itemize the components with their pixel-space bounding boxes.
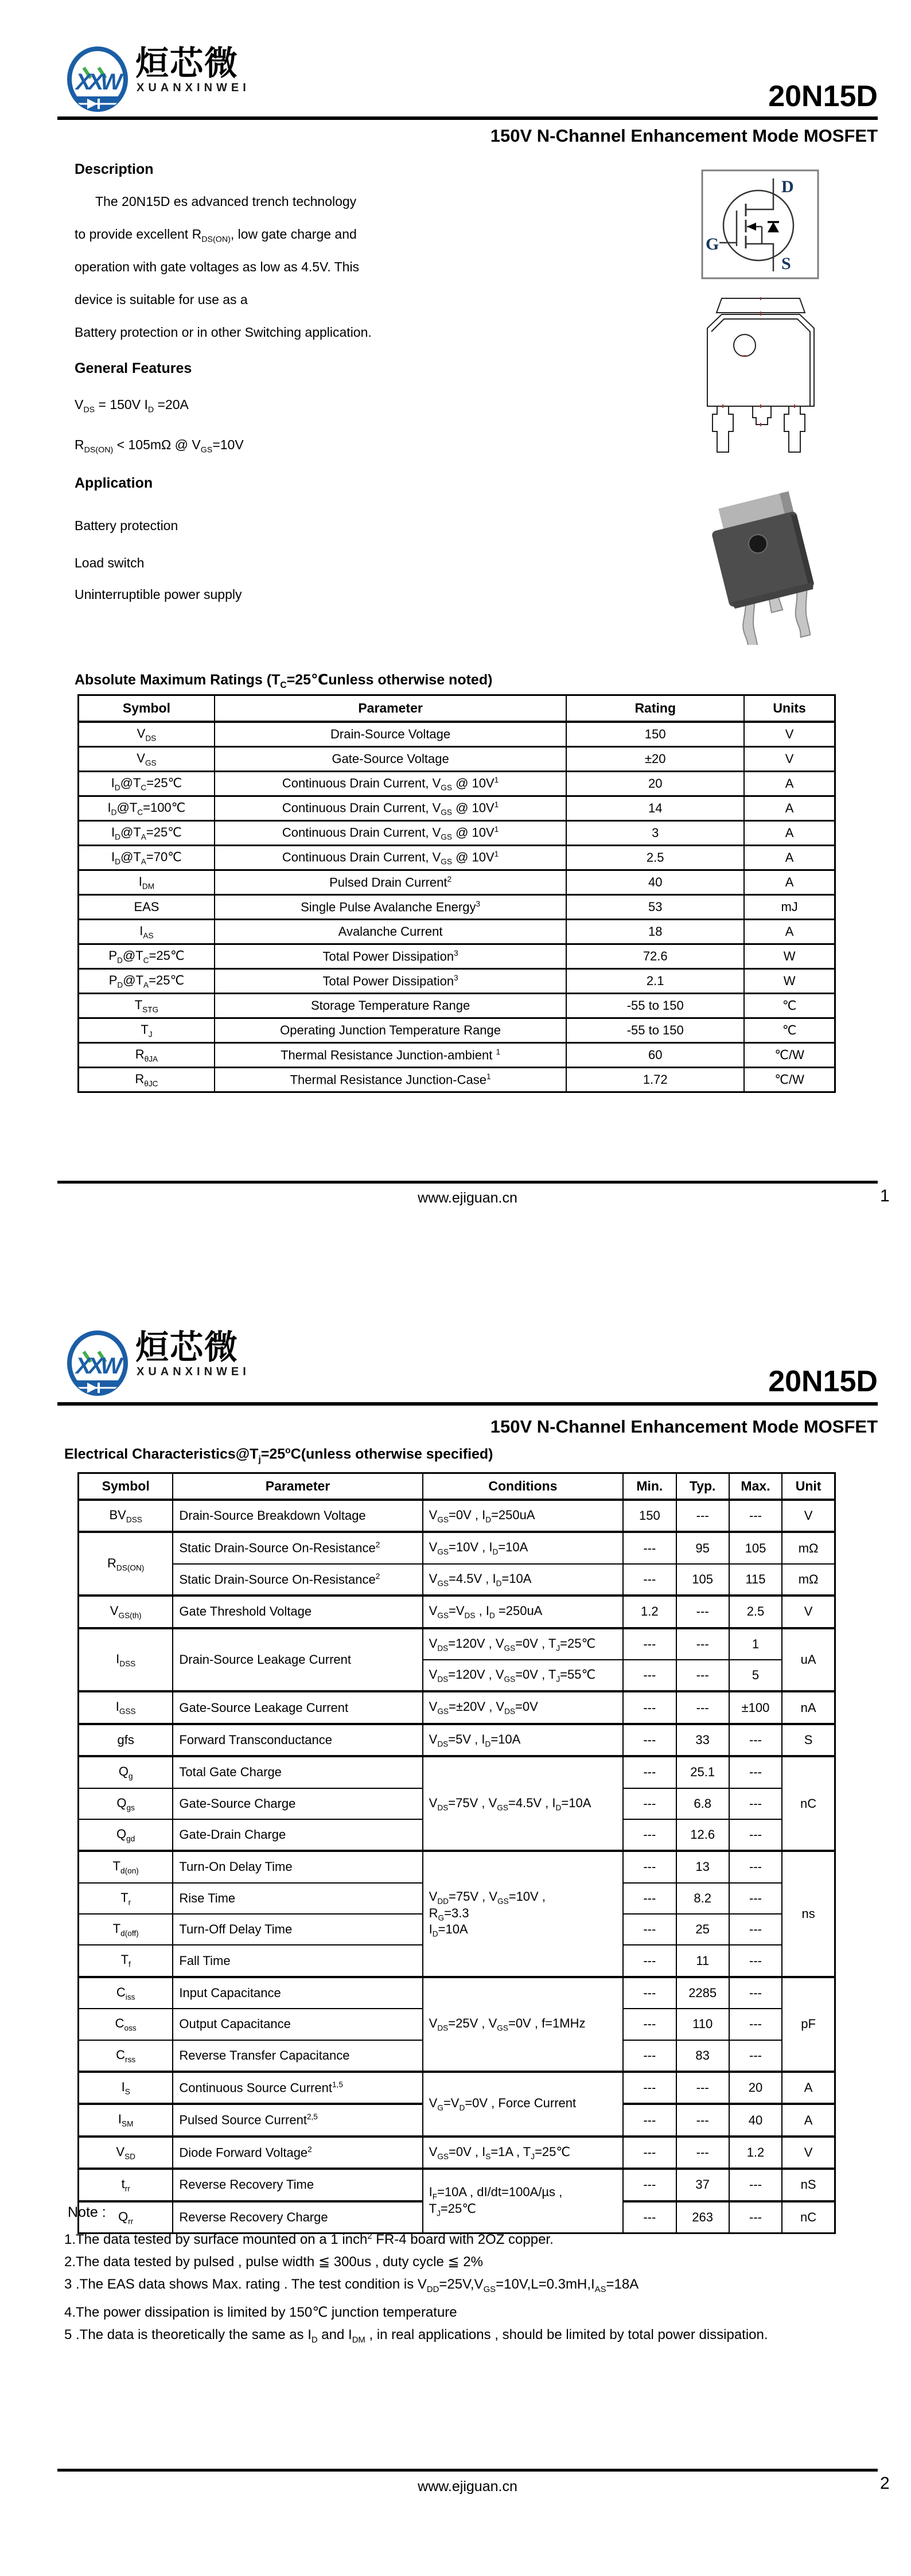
application-item: Battery protection [75,518,178,533]
abs-max-title: Absolute Maximum Ratings ($T_C=25℃unless$ otherwise noted) [75,672,493,690]
description-line: to provide excellent $R_{DS(ON)}$, low gate charge and [75,227,357,244]
note-item: 2.The data tested by pulsed , pulse width ≦ 300us , duty cycle ≦ 2% [64,2254,483,2270]
part-number: 20N15D [768,1365,878,1398]
footer-url: www.ejiguan.cn [418,1190,517,1206]
table-cell: 2.5 [566,846,744,870]
table-cell: Gate-Source Charge [173,1788,422,1819]
table-cell: Gate-Source Leakage Current [173,1691,422,1723]
footer-url: www.ejiguan.cn [418,2478,517,2495]
table-cell: 12.6 [676,1819,729,1851]
table-cell: $V_{DS}=75V$ , $V_{GS}=4.5V$ , $I_D=10A$ [423,1756,624,1851]
table-cell: nC [782,2201,835,2233]
feature-line: $R_{DS(ON)} < 105m\Omega$ @ $V_{GS}=10V$ [75,437,244,455]
table-cell: $V_{DS}=25V$ , $V_{GS}=0V$ , f=1MHz [423,1977,624,2072]
table-cell: 40 [729,2104,782,2136]
brand-logo [64,46,250,115]
table-cell: 2285 [676,1977,729,2009]
table-cell: mJ [744,895,835,920]
table-cell: $V_{GS}$ [79,747,215,772]
note-item: 3 .The EAS data shows Max. rating . The test condition is $V_{DD}=25V,V_{GS}=10V,L=0.3mH,I_{AS}=18A$ [64,2277,639,2294]
table-cell: $V_{DS}=120V$ , $V_{GS}=0V$ , $T_J=55℃$ [423,1660,624,1691]
table-cell: $V_{SD}$ [79,2137,173,2169]
brand-name-en: XUANXINWEI [137,81,250,94]
table-cell: $Q_{gd}$ [79,1819,173,1851]
brand-logo-mark-icon [64,1330,131,1399]
table-cell: ℃/W [744,1043,835,1068]
table-cell: $Q_{gs}$ [79,1788,173,1819]
table-cell: Gate-Drain Charge [173,1819,422,1851]
table-cell: $P_D@T_C=25℃$ [79,944,215,969]
pin-label-drain: D [781,177,794,196]
table-cell: $I_D@T_C=100℃$ [79,796,215,821]
note-item: 5 .The data is theoretically the same as $I_D$ and $I_{DM}$ , in real applications , should be limited by total power dissipation. [64,2326,768,2345]
table-cell: Single Pulse Avalanche Energy$^3$ [215,895,566,920]
table-cell: --- [623,1945,676,1976]
table-cell: 95 [676,1532,729,1563]
column-header: Parameter [215,695,566,722]
table-cell: $I_{DM}$ [79,870,215,895]
table-cell: nC [782,1756,835,1851]
table-cell: Input Capacitance [173,1977,422,2009]
table-cell: 60 [566,1043,744,1068]
application-heading: Application [75,475,153,491]
table-cell: 33 [676,1724,729,1756]
table-cell: $I_{DSS}$ [79,1628,173,1692]
table-cell: gfs [79,1724,173,1756]
table-cell: W [744,969,835,994]
application-item: Load switch [75,555,145,570]
table-cell: Turn-On Delay Time [173,1851,422,1882]
table-cell: ℃ [744,1018,835,1043]
table-cell: Forward Transconductance [173,1724,422,1756]
table-cell: ℃ [744,994,835,1018]
table-cell: Operating Junction Temperature Range [215,1018,566,1043]
table-cell: Drain-Source Leakage Current [173,1628,422,1692]
table-cell: --- [729,2169,782,2201]
table-cell: A [782,2104,835,2136]
table-cell: 105 [729,1532,782,1563]
table-cell: 263 [676,2201,729,2233]
table-cell: Gate-Source Voltage [215,747,566,772]
table-cell: mΩ [782,1564,835,1596]
table-cell: Thermal Resistance Junction-ambient $^1$ [215,1043,566,1068]
part-number: 20N15D [768,80,878,113]
table-cell: Output Capacitance [173,2009,422,2040]
table-cell: -55 to 150 [566,994,744,1018]
table-cell: $Q_g$ [79,1756,173,1788]
table-cell: --- [676,1691,729,1723]
column-header: Conditions [423,1473,624,1500]
table-cell: --- [623,1883,676,1914]
table-cell: --- [676,2072,729,2104]
table-cell: Reverse Transfer Capacitance [173,2040,422,2072]
table-cell: uA [782,1628,835,1692]
brand-logo [64,1330,250,1399]
page-title: 150V N-Channel Enhancement Mode MOSFET [490,126,878,146]
table-cell: 2.5 [729,1596,782,1628]
column-header: Unit [782,1473,835,1500]
table-cell: $V_{DS}$ [79,722,215,747]
table-cell: 150 [566,722,744,747]
table-cell: Thermal Resistance Junction-Case$^1$ [215,1068,566,1092]
brand-name-cn: 烜芯微 [135,45,239,82]
table-cell: Continuous Drain Current, $V_{GS}$ @ $10V^1$ [215,772,566,796]
table-cell: Storage Temperature Range [215,994,566,1018]
table-cell: Fall Time [173,1945,422,1976]
table-cell: Continuous Drain Current, $V_{GS}$ @ $10V^1$ [215,846,566,870]
table-cell: ns [782,1851,835,1977]
notes-list [64,2226,833,2352]
table-cell: --- [729,1914,782,1945]
table-cell: Reverse Recovery Time [173,2169,422,2201]
table-cell: 150 [623,1500,676,1532]
table-cell: Turn-Off Delay Time [173,1914,422,1945]
brand-text [131,46,250,95]
table-cell: $R_{\theta JC}$ [79,1068,215,1092]
feature-line: $V_{DS} = 150V$ $I_D =20A$ [75,397,189,415]
table-cell: 72.6 [566,944,744,969]
table-cell: W [744,944,835,969]
column-header: Max. [729,1473,782,1500]
table-cell: $T_f$ [79,1945,173,1976]
table-cell: --- [623,2104,676,2136]
description-heading: Description [75,161,154,177]
table-cell: Drain-Source Breakdown Voltage [173,1500,422,1532]
table-cell: 1 [729,1628,782,1660]
table-cell: A [782,2072,835,2104]
table-cell: 8.2 [676,1883,729,1914]
table-cell: $I_D@T_C=25℃$ [79,772,215,796]
brand-name-en: XUANXINWEI [137,1365,250,1378]
logo-monogram: XXW [75,1353,120,1379]
table-cell: --- [729,1819,782,1851]
table-cell: $V_{DD}=75V$ , $V_{GS}=10V$ , $R_G=3.3$ $I_D=10A$ [423,1851,624,1977]
table-cell: mΩ [782,1532,835,1563]
table-cell: --- [676,1628,729,1660]
table-cell: pF [782,1977,835,2072]
table-cell: --- [676,1500,729,1532]
table-cell: A [744,920,835,944]
notes-heading: Note : [68,2204,106,2220]
table-cell: --- [623,2137,676,2169]
table-cell: --- [623,1788,676,1819]
logo-monogram: XXW [75,69,120,95]
table-cell: Total Gate Charge [173,1756,422,1788]
table-cell: --- [676,2104,729,2136]
table-cell: V [782,1596,835,1628]
table-cell: nS [782,2169,835,2201]
table-cell: --- [623,2072,676,2104]
table-cell: $V_{GS}=V_{DS}$ , $I_D =250uA$ [423,1596,624,1628]
table-cell: $V_{GS}=0V$ , $I_D=250uA$ [423,1500,624,1532]
application-item: Uninterruptible power supply [75,587,242,602]
table-cell: 20 [566,772,744,796]
table-cell: --- [729,1977,782,2009]
table-cell: --- [729,2201,782,2233]
page-number: 2 [880,2474,890,2493]
table-cell: Avalanche Current [215,920,566,944]
table-cell: --- [729,1500,782,1532]
table-cell: V [782,2137,835,2169]
pin-label-source: S [781,254,791,273]
footer-rule [57,1181,878,1184]
table-cell: 1.2 [729,2137,782,2169]
column-header: Parameter [173,1473,422,1500]
table-cell: nA [782,1691,835,1723]
table-cell: --- [623,1756,676,1788]
table-cell: 20 [729,2072,782,2104]
table-cell: Total Power Dissipation$^3$ [215,969,566,994]
column-header: Symbol [79,695,215,722]
table-cell: $T_J$ [79,1018,215,1043]
table-cell: $T_{d(on)}$ [79,1851,173,1882]
table-cell: $R_{DS(ON)}$ [79,1532,173,1596]
table-cell: $I_{GSS}$ [79,1691,173,1723]
table-cell: 1.72 [566,1068,744,1092]
table-cell: --- [729,2040,782,2072]
header-rule [57,1402,878,1406]
table-cell: 25 [676,1914,729,1945]
description-line: operation with gate voltages as low as 4.5V. This [75,259,360,274]
description-line: The 20N15D es advanced trench technology [95,194,357,209]
table-cell: -55 to 150 [566,1018,744,1043]
table-cell: 25.1 [676,1756,729,1788]
note-item: 1.The data tested by surface mounted on a 1 inch$^2$ FR-4 board with 2OZ copper. [64,2232,554,2247]
table-cell: $C_{iss}$ [79,1977,173,2009]
table-cell: --- [729,1756,782,1788]
electrical-characteristics-table [77,1472,836,2234]
brand-logo-mark-icon [64,46,131,115]
table-cell: $T_{STG}$ [79,994,215,1018]
table-cell: $I_F=10A$ , dI/dt=100A/µs , $T_J=25℃$ [423,2169,624,2233]
table-cell: $V_G=V_D=0V$ , Force Current [423,2072,624,2137]
table-cell: --- [623,1851,676,1882]
table-cell: Continuous Drain Current, $V_{GS}$ @ $10V^1$ [215,796,566,821]
brand-name-cn: 烜芯微 [135,1329,239,1366]
table-cell: $I_{SM}$ [79,2104,173,2136]
table-cell: 83 [676,2040,729,2072]
table-cell: $I_S$ [79,2072,173,2104]
pin-label-gate: G [706,235,719,254]
table-cell: S [782,1724,835,1756]
table-cell: Static Drain-Source On-Resistance$^2$ [173,1532,422,1563]
table-cell: --- [623,1977,676,2009]
table-cell: $C_{oss}$ [79,2009,173,2040]
table-cell: $I_{AS}$ [79,920,215,944]
table-cell: Static Drain-Source On-Resistance$^2$ [173,1564,422,1596]
table-cell: $V_{GS}=0V$ , $I_S=1A$ , $T_J=25℃$ [423,2137,624,2169]
table-cell: Gate Threshold Voltage [173,1596,422,1628]
table-cell: --- [729,2009,782,2040]
table-cell: V [744,722,835,747]
table-cell: --- [623,1564,676,1596]
table-cell: $V_{DS}=120V$ , $V_{GS}=0V$ , $T_J=25℃$ [423,1628,624,1660]
table-cell: $T_r$ [79,1883,173,1914]
table-cell: $T_{d(off)}$ [79,1914,173,1945]
table-cell: EAS [79,895,215,920]
table-cell: Reverse Recovery Charge [173,2201,422,2233]
table-cell: $V_{GS}=10V$ , $I_D=10A$ [423,1532,624,1563]
table-cell: A [744,821,835,846]
table-cell: --- [623,1724,676,1756]
table-cell: A [744,796,835,821]
table-cell: A [744,846,835,870]
abs-max-table [77,694,836,1093]
table-cell: --- [623,2040,676,2072]
table-cell: 14 [566,796,744,821]
column-header: Typ. [676,1473,729,1500]
table-cell: --- [623,1532,676,1563]
column-header: Symbol [79,1473,173,1500]
table-cell: 13 [676,1851,729,1882]
column-header: Min. [623,1473,676,1500]
table-cell: 18 [566,920,744,944]
table-cell: ±20 [566,747,744,772]
table-cell: 110 [676,2009,729,2040]
table-cell: $Q_{rr}$ [79,2201,173,2233]
table-cell: --- [623,1628,676,1660]
table-cell: $V_{GS(th)}$ [79,1596,173,1628]
table-cell: 105 [676,1564,729,1596]
table-cell: --- [729,1851,782,1882]
table-cell: 37 [676,2169,729,2201]
table-cell: 11 [676,1945,729,1976]
table-cell: Total Power Dissipation$^3$ [215,944,566,969]
note-item: 4.The power dissipation is limited by 150℃ junction temperature [64,2304,457,2320]
table-cell: --- [729,1788,782,1819]
table-cell: --- [623,1914,676,1945]
table-cell: --- [729,1945,782,1976]
table-cell: A [744,870,835,895]
table-cell: 40 [566,870,744,895]
description-line: device is suitable for use as a [75,292,248,307]
table-cell: V [782,1500,835,1532]
table-cell: $R_{\theta JA}$ [79,1043,215,1068]
table-cell: $P_D@T_A=25℃$ [79,969,215,994]
mosfet-symbol-diagram [701,169,819,279]
table-cell: Pulsed Source Current$^{2,5}$ [173,2104,422,2136]
table-cell: Continuous Source Current$^{1,5}$ [173,2072,422,2104]
table-cell: --- [623,1691,676,1723]
package-outline-drawing [704,293,817,456]
table-cell: --- [676,1596,729,1628]
table-cell: --- [729,1883,782,1914]
brand-text [131,1330,250,1379]
table-cell: 6.8 [676,1788,729,1819]
table-cell: 53 [566,895,744,920]
table-cell: 115 [729,1564,782,1596]
ec-title: Electrical $Characteristics@T_j=25^oC(unless$ otherwise specified) [64,1446,493,1465]
table-cell: ℃/W [744,1068,835,1092]
table-cell: A [744,772,835,796]
table-cell: --- [623,2009,676,2040]
description-line: Battery protection or in other Switching application. [75,325,372,340]
table-cell: Continuous Drain Current, $V_{GS}$ @ $10V^1$ [215,821,566,846]
table-cell: $I_D@T_A=25℃$ [79,821,215,846]
table-cell: --- [623,2169,676,2201]
page-number: 1 [880,1186,890,1205]
table-cell: --- [676,1660,729,1691]
table-cell: 5 [729,1660,782,1691]
package-photo [703,491,816,645]
table-cell: --- [729,1724,782,1756]
table-cell: Rise Time [173,1883,422,1914]
table-cell: --- [623,1660,676,1691]
column-header: Rating [566,695,744,722]
table-cell: ±100 [729,1691,782,1723]
general-features-heading: General Features [75,360,192,376]
table-cell: V [744,747,835,772]
table-cell: $C_{rss}$ [79,2040,173,2072]
table-cell: --- [623,1819,676,1851]
table-cell: $BV_{DSS}$ [79,1500,173,1532]
header-rule [57,116,878,120]
page-title: 150V N-Channel Enhancement Mode MOSFET [490,1417,878,1437]
table-cell: 2.1 [566,969,744,994]
table-cell: $I_D@T_A=70℃$ [79,846,215,870]
table-cell: 1.2 [623,1596,676,1628]
table-cell: $V_{GS}=\pm 20V$ , $V_{DS}=0V$ [423,1691,624,1723]
column-header: Units [744,695,835,722]
table-cell: --- [623,2201,676,2233]
table-cell: Pulsed Drain Current$^2$ [215,870,566,895]
table-cell: --- [676,2137,729,2169]
table-cell: Drain-Source Voltage [215,722,566,747]
table-cell: 3 [566,821,744,846]
table-cell: $t_{rr}$ [79,2169,173,2201]
table-cell: $V_{GS}=4.5V$ , $I_D=10A$ [423,1564,624,1596]
table-cell: Diode Forward Voltage$^2$ [173,2137,422,2169]
table-cell: $V_{DS}=5V$ , $I_D=10A$ [423,1724,624,1756]
footer-rule [57,2469,878,2472]
